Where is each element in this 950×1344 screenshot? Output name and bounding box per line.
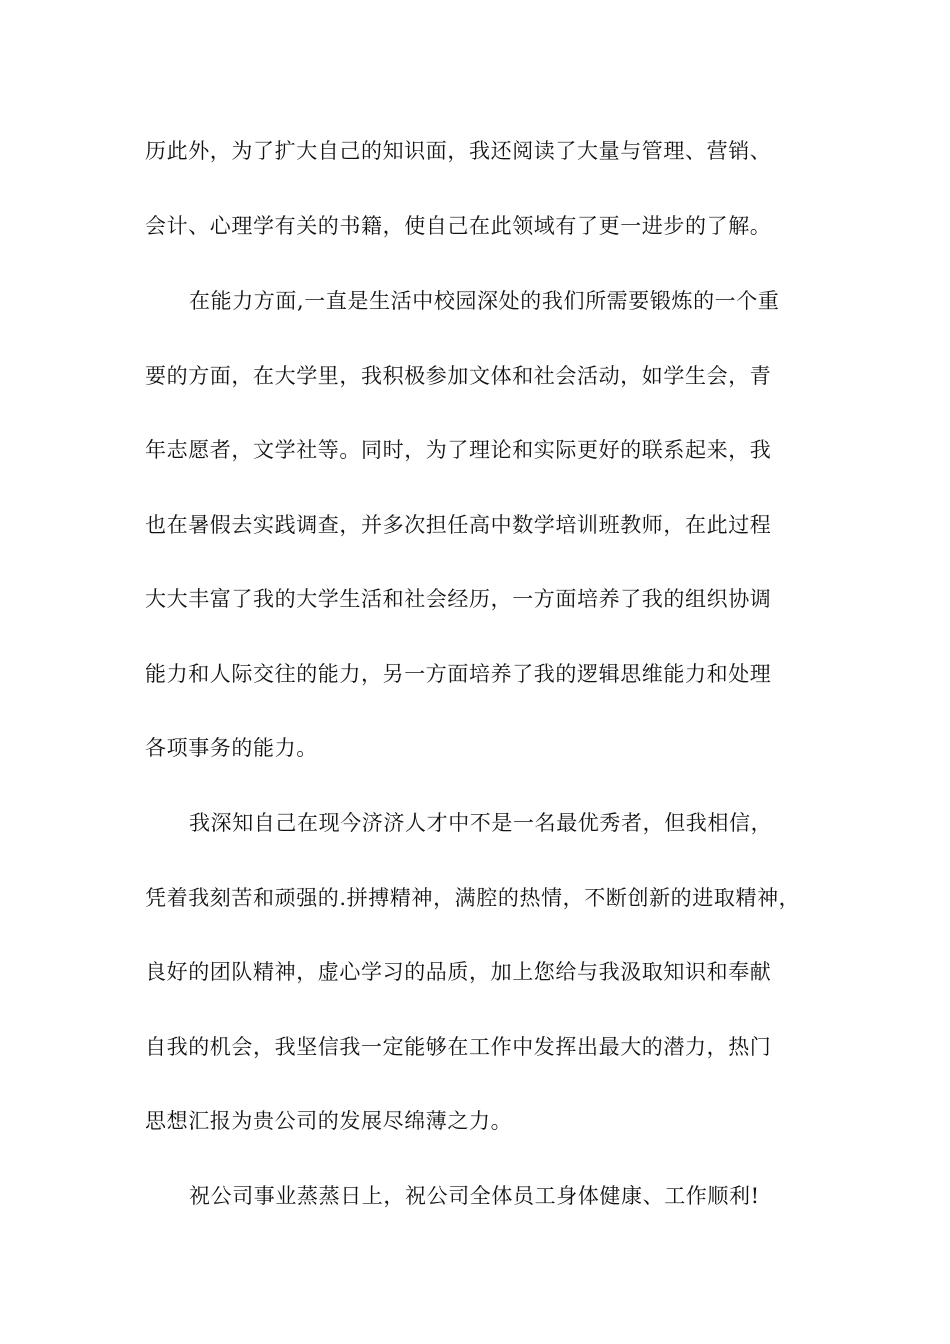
text-line: 大大丰富了我的大学生活和社会经历，一方面培养了我的组织协调 bbox=[145, 587, 772, 611]
text-line: 历此外，为了扩大自己的知识面，我还阅读了大量与管理、营销、 bbox=[145, 139, 772, 163]
text-line: 能力和人际交往的能力，另一方面培养了我的逻辑思维能力和处理 bbox=[145, 662, 772, 686]
text-line: 自我的机会，我坚信我一定能够在工作中发挥出最大的潜力，热门 bbox=[145, 1035, 772, 1059]
text-line: 也在暑假去实践调查，并多次担任高中数学培训班教师，在此过程 bbox=[145, 513, 772, 537]
text-line: 要的方面，在大学里，我积极参加文体和社会活动，如学生会，青 bbox=[145, 364, 772, 388]
text-line: 年志愿者，文学社等。同时，为了理论和实际更好的联系起来，我 bbox=[145, 438, 772, 462]
text-line: 良好的团队精神，虚心学习的品质，加上您给与我汲取知识和奉献 bbox=[145, 960, 772, 984]
paragraph-first-line: 在能力方面,一直是生活中校园深处的我们所需要锻炼的一个重 bbox=[189, 289, 780, 313]
text-line: 各项事务的能力。 bbox=[145, 736, 318, 760]
paragraph-first-line: 我深知自己在现今济济人才中不是一名最优秀者，但我相信， bbox=[189, 811, 773, 835]
text-line: 会计、心理学有关的书籍，使自己在此领域有了更一进步的了解。 bbox=[145, 214, 772, 238]
paragraph-first-line: 祝公司事业蒸蒸日上，祝公司全体员工身体健康、工作顺利! bbox=[189, 1184, 760, 1208]
text-line: 凭着我刻苦和顽强的.拼搏精神，满腔的热情，不断创新的进取精神， bbox=[145, 886, 801, 910]
text-line: 思想汇报为贵公司的发展尽绵薄之力。 bbox=[145, 1109, 513, 1133]
